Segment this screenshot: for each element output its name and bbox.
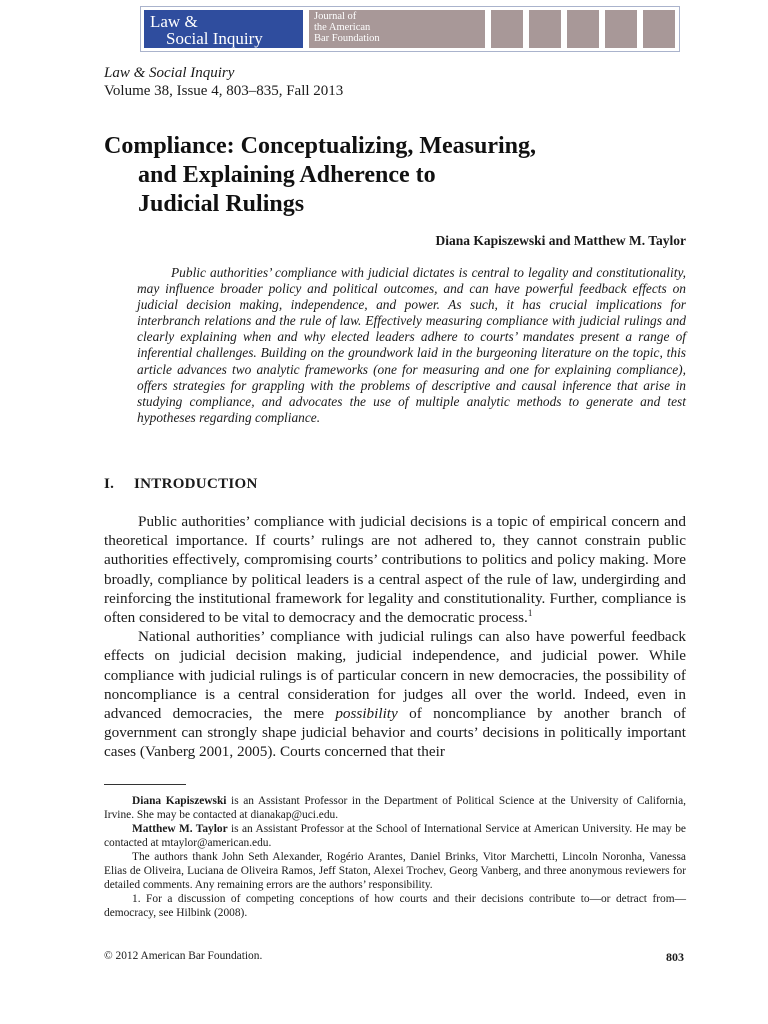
volume-info: Volume 38, Issue 4, 803–835, Fall 2013	[104, 83, 344, 99]
logo-line-2: Social Inquiry	[166, 29, 263, 48]
acknowledgments: The authors thank John Seth Alexander, Rogério Arantes, Daniel Brinks, Vitor Marchetti, Lincoln Noronha, Vanessa Elias de Oliveira, Luciana de Oliveira Ramos, Jeff Staton, Alexei Trochev, Georg Vanberg, and three anonymous reviewers for detailed comments. Any remaining errors are the authors’ responsibility.	[104, 851, 686, 891]
section-title: INTRODUCTION	[134, 476, 258, 492]
paragraph-text: Public authorities’ compliance with judicial decisions is a topic of empirical concern and theoretical importance. If courts’ rulings are not adhered to, they cannot constrain public authorities effectively, compromising courts’ contributions to politics and policy making. More broadly, compliance by political leaders is a central aspect of the rule of law, undergirding and reinforcing the institutional framework for legality and constitutionality. Further, compliance is often considered to be vital to democracy and the democratic process.	[104, 513, 686, 627]
title-line-1: Compliance: Conceptualizing, Measuring,	[104, 133, 536, 159]
author-name: Matthew M. Taylor	[132, 823, 228, 835]
journal-name: Law & Social Inquiry	[104, 65, 235, 81]
banner-block	[567, 10, 599, 48]
footnote-marker: 1	[527, 607, 533, 618]
title-line-2: and Explaining Adherence to	[138, 162, 436, 188]
footnote-1: 1. For a discussion of competing conceptions of how courts and their decisions contribute to—or detract from—democracy, see Hilbink (2008).	[104, 893, 686, 919]
author-note-text: is an Assistant Professor at the School of International Service at American University. He may be contacted at mtaylor@american.edu.	[104, 823, 686, 849]
banner-block	[491, 10, 523, 48]
footnote-rule	[104, 784, 186, 785]
banner-block	[605, 10, 637, 48]
author-note	[104, 822, 686, 850]
journal-logo	[144, 10, 303, 48]
page-number: 803	[666, 950, 684, 964]
banner-block	[529, 10, 561, 48]
body-paragraph	[104, 512, 686, 627]
logo-line-1: Law &	[150, 12, 198, 31]
banner-block	[643, 10, 675, 48]
author-name: Diana Kapiszewski	[132, 795, 227, 807]
journal-banner	[140, 6, 680, 52]
footnotes	[104, 794, 686, 920]
article-authors: Diana Kapiszewski and Matthew M. Taylor	[435, 233, 686, 248]
author-note	[104, 794, 686, 822]
title-line-3: Judicial Rulings	[138, 191, 305, 217]
article-title	[104, 132, 684, 219]
publisher-line-1: Journal of	[314, 11, 357, 22]
citation-meta	[104, 64, 343, 100]
abstract: Public authorities’ compliance with judicial dictates is central to legality and constitutionality, may influence broader policy and political outcomes, and can have powerful feedback effects on judicial decision making, independence, and power. As such, it has crucial implications for interbranch relations and the rule of law. Effectively measuring compliance with judicial rulings and clearly explaining when and why elected leaders adhere to courts’ mandates present a range of inferential challenges. Building on the groundwork laid in the burgeoning literature on the topic, this article advances two analytic frameworks (one for measuring and one for explaining compliance), offers strategies for grappling with the problems of descriptive and causal inference that arise in studying compliance, and advocates the use of multiple analytic methods to generate and test hypotheses regarding compliance.	[137, 265, 686, 425]
paragraph-text: National authorities’ compliance with judicial rulings can also have powerful feedback effects on judicial decision making, judicial independence, and judicial power. While compliance with judicial rulings is of particular concern in new democracies, the possibility of noncompliance is a central consideration for judges all over the world. Indeed, even in advanced democracies, the mere	[104, 628, 686, 723]
journal-publisher-box	[309, 10, 485, 48]
emphasis-text: possibility	[335, 705, 398, 723]
section-number: I.	[104, 476, 115, 492]
publisher-line-2: the American	[314, 22, 371, 33]
body-text	[104, 512, 686, 762]
paragraph-text: of noncompliance by another branch of government can strongly shape judicial behavior and courts’ decisions in politically important cases (Vanberg 2001, 2005). Courts concerned that their	[104, 705, 686, 761]
author-note-text: is an Assistant Professor in the Department of Political Science at the University of California, Irvine. She may be contacted at dianakap@uci.edu.	[104, 795, 686, 821]
publisher-line-3: Bar Foundation	[314, 33, 380, 44]
section-heading	[104, 476, 258, 493]
body-paragraph	[104, 627, 686, 761]
copyright: © 2012 American Bar Foundation.	[104, 950, 263, 962]
